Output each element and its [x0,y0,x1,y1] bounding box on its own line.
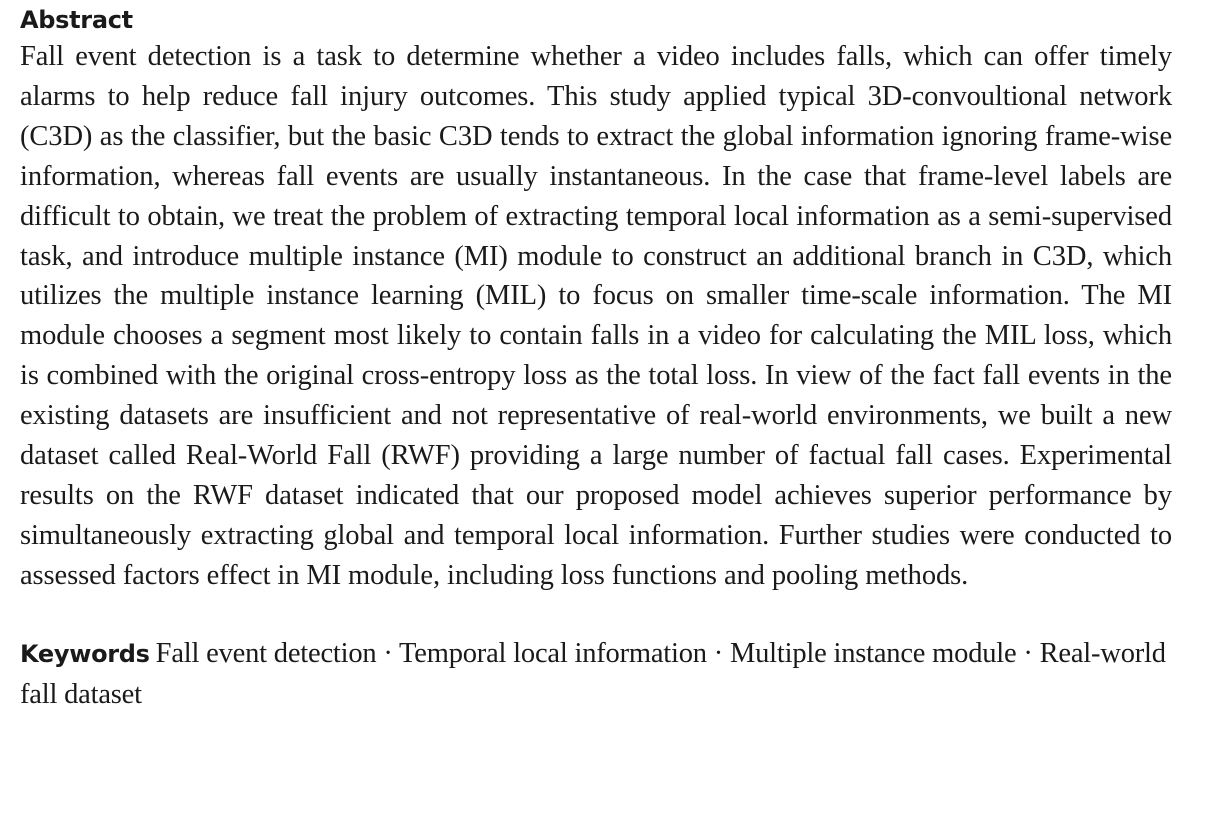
keywords-text: Fall event detection · Temporal local information · Multiple instance module · Real-world fall dataset [20,637,1166,710]
keywords-label: Keywords [20,639,150,668]
abstract-body: Fall event detection is a task to determine whether a video includes falls, which can offer timely alarms to help reduce fall injury outcomes. This study applied typical 3D-convoultional network (C3D) as the classifier, but the basic C3D tends to extract the global information ignoring frame-wise information, whereas fall events are usually instantaneous. In the case that frame-level labels are difficult to obtain, we treat the problem of extracting temporal local information as a semi-supervised task, and introduce multiple instance (MI) module to construct an additional branch in C3D, which utilizes the multiple instance learning (MIL) to focus on smaller time-scale information. The MI module chooses a segment most likely to contain falls in a video for calculating the MIL loss, which is combined with the original cross-entropy loss as the total loss. In view of the fact fall events in the existing datasets are insufficient and not representative of real-world environments, we built a new dataset called Real-World Fall (RWF) providing a large number of factual fall cases. Experimental results on the RWF dataset indicated that our proposed model achieves superior performance by simultaneously extracting global and temporal local information. Further studies were conducted to assessed factors effect in MI module, including loss functions and pooling methods. [20,41,1172,591]
abstract-heading: Abstract [20,6,133,34]
paper-abstract-section [20,4,1172,715]
keywords-line [20,634,1172,715]
